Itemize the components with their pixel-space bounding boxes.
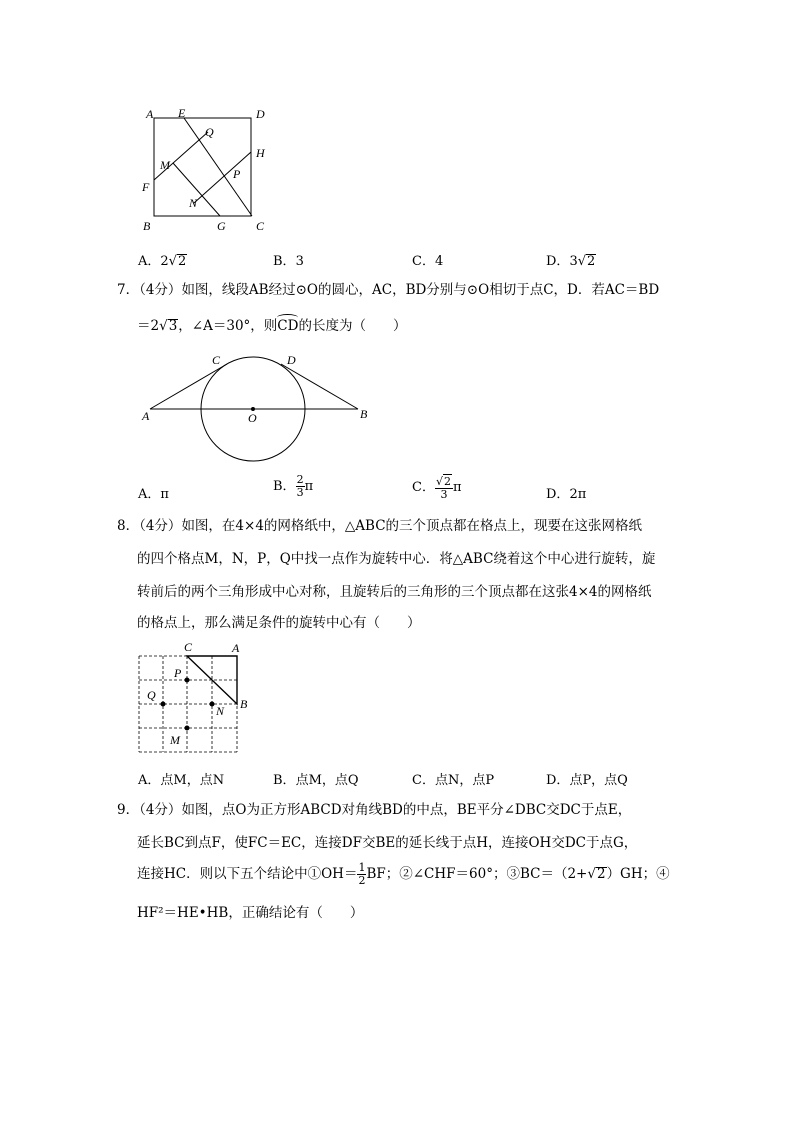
- q8-line-2: 的四个格点M，N，P，Q中找一点作为旋转中心．将△ABC绕着这个中心进行旋转，旋: [137, 551, 656, 567]
- q6-label-Q: Q: [205, 125, 214, 139]
- q8-label-P: P: [174, 666, 182, 680]
- q6-option-a: A．2√2: [138, 254, 187, 269]
- q6-option-c: C．4: [412, 254, 444, 269]
- q8-line-4: 的格点上，那么满足条件的旋转中心有（ ）: [137, 615, 421, 631]
- q8-label-B: B: [240, 697, 248, 711]
- q9-line-2: 延长BC到点F，使FC＝EC，连接DF交BE的延长线于点H，连接OH交DC于点G，: [137, 835, 638, 851]
- arc-CD: CD: [277, 318, 299, 334]
- q8-point-M: [185, 726, 190, 731]
- sqrt-symbol: √: [577, 254, 587, 269]
- q6-label-A: A: [146, 107, 154, 121]
- q8-option-c: C．点N，点P: [412, 773, 495, 788]
- q6-label-N: N: [189, 196, 198, 210]
- q7-label-O: O: [248, 411, 257, 425]
- q6-option-d: D．3√2: [546, 254, 596, 269]
- q9-line-4: HF²＝HE•HB，正确结论有（ ）: [137, 905, 364, 921]
- q7-option-c: C． $\frac{√2}{3}$ π: [412, 475, 462, 501]
- q8-option-a: A．点M，点N: [138, 773, 225, 788]
- q7-label-B: B: [360, 407, 368, 421]
- q8-line-1: 8．（4分）如图，在4×4的网格纸中，△ABC的三个顶点都在格点上，现要在这张网格纸: [117, 518, 643, 534]
- q9-line-3: 连接HC．则以下五个结论中①OH＝ $\frac{1}{2}$ BF；②∠CHF＝60°；③BC＝（2+√2）GH；④: [137, 861, 670, 887]
- q8-label-C: C: [184, 640, 193, 654]
- q6-label-G: G: [217, 219, 226, 233]
- q6-label-E: E: [178, 106, 186, 120]
- q8-point-N: [210, 702, 215, 707]
- q9-line-1: 9．（4分）如图，点O为正方形ABCD对角线BD的中点，BE平分∠DBC交DC于点E，: [117, 802, 632, 818]
- q8-label-M: M: [170, 733, 180, 747]
- q7-option-a: A．π: [138, 487, 169, 502]
- q8-line-3: 转前后的两个三角形成中心对称，且旋转后的三角形的三个顶点都在这张4×4的网格纸: [137, 584, 652, 600]
- q6-label-B: B: [143, 219, 151, 233]
- q7-label-A: A: [142, 409, 150, 423]
- q7-label-D: D: [287, 353, 296, 367]
- q7-line-AC: [150, 364, 227, 409]
- q7-figure: [140, 350, 380, 470]
- q7-line-1: 7．（4分）如图，线段AB经过⊙O的圆心，AC，BD分别与⊙O相切于点C，D．若AC＝BD: [117, 282, 660, 298]
- fraction-sqrt2-3: $\frac{√2}{3}$: [435, 475, 451, 501]
- q6-label-P: P: [233, 167, 241, 181]
- q8-label-Q: Q: [147, 688, 156, 702]
- q7-option-d: D．2π: [546, 487, 587, 502]
- q8-label-A: A: [232, 641, 240, 655]
- q6-label-F: F: [142, 180, 150, 194]
- q8-option-d: D．点P，点Q: [546, 773, 628, 788]
- q7-line-BD: [281, 364, 358, 409]
- sqrt-symbol: √: [168, 254, 177, 269]
- q6-label-C: C: [256, 219, 265, 233]
- q8-point-P: [185, 678, 190, 683]
- q8-option-b: B．点M，点Q: [273, 773, 359, 788]
- q8-point-Q: [161, 702, 166, 707]
- q7-label-C: C: [212, 353, 221, 367]
- fraction-2-3: $\frac{2}{3}$: [296, 473, 304, 499]
- q7-line-2: ＝2√3，∠A＝30°，则CD的长度为（ ）: [137, 318, 407, 334]
- q7-option-b: B． $\frac{2}{3}$ π: [273, 473, 314, 499]
- q6-label-D: D: [256, 107, 265, 121]
- q8-grid-figure: [135, 650, 248, 760]
- q6-label-H: H: [256, 146, 265, 160]
- fraction-1-2: $\frac{1}{2}$: [358, 861, 366, 887]
- q6-line-NH: [194, 152, 251, 203]
- q6-option-b: B．3: [273, 254, 304, 269]
- q6-label-M: M: [160, 158, 170, 172]
- q8-label-N: N: [216, 704, 225, 718]
